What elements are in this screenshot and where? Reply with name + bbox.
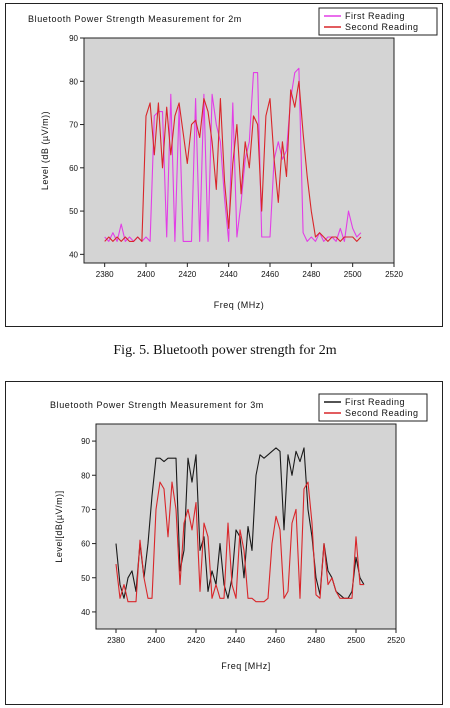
- legend-label: Second Reading: [345, 408, 419, 418]
- x-tick-label: 2460: [261, 270, 279, 279]
- x-tick-label: 2380: [107, 636, 125, 645]
- chart-2m: [0, 0, 450, 330]
- chart-panel-3m: [0, 378, 450, 708]
- x-tick-label: 2400: [137, 270, 155, 279]
- x-tick-label: 2380: [95, 270, 114, 279]
- figure-caption: Fig. 5. Bluetooth power strength for 2m: [113, 343, 337, 358]
- y-tick-label: 70: [69, 120, 78, 130]
- x-tick-label: 2420: [178, 270, 197, 279]
- y-tick-label: 80: [81, 471, 90, 481]
- x-tick-label: 2480: [307, 636, 325, 645]
- chart-3m: [0, 378, 450, 708]
- y-axis-label: Level (dB (µV/m)): [40, 110, 50, 191]
- x-tick-label: 2400: [147, 636, 165, 645]
- y-tick-label: 70: [81, 505, 90, 515]
- legend-label: First Reading: [345, 11, 406, 21]
- chart-panel-2m: [0, 0, 450, 330]
- legend-label: Second Reading: [345, 22, 419, 32]
- legend-label: First Reading: [345, 397, 406, 407]
- chart-title: Bluetooth Power Strength Measurement for 2m: [28, 14, 242, 24]
- x-tick-label: 2520: [387, 636, 405, 645]
- x-tick-label: 2500: [343, 270, 362, 279]
- x-tick-label: 2480: [302, 270, 321, 279]
- x-tick-label: 2500: [347, 636, 365, 645]
- x-tick-label: 2440: [219, 270, 238, 279]
- y-tick-label: 40: [81, 607, 90, 617]
- y-tick-label: 50: [81, 573, 90, 583]
- y-tick-label: 90: [69, 34, 78, 43]
- y-tick-label: 90: [81, 437, 90, 447]
- chart-title: Bluetooth Power Strength Measurement for 3m: [50, 400, 264, 410]
- x-axis-label: Freq [MHz]: [221, 661, 271, 671]
- y-tick-label: 80: [69, 77, 78, 87]
- x-tick-label: 2460: [267, 636, 285, 645]
- x-tick-label: 2520: [385, 270, 403, 279]
- x-axis-label: Freq (MHz): [213, 300, 265, 310]
- y-tick-label: 60: [81, 539, 90, 549]
- y-tick-label: 60: [69, 163, 78, 173]
- y-tick-label: 50: [69, 207, 78, 217]
- x-tick-label: 2420: [187, 636, 205, 645]
- y-axis-label: Level[dB(µV/m)]: [54, 490, 64, 563]
- x-tick-label: 2440: [227, 636, 245, 645]
- y-tick-label: 40: [69, 250, 78, 260]
